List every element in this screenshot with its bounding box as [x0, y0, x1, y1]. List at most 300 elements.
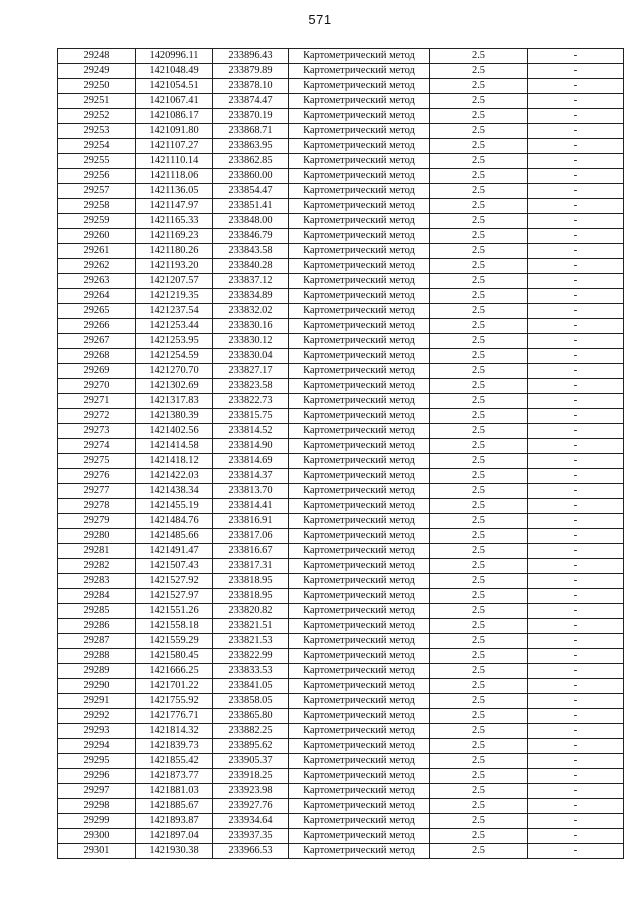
point-number-cell: 29293 — [58, 724, 136, 739]
point-number-cell: 29275 — [58, 454, 136, 469]
accuracy-cell: 2.5 — [430, 454, 528, 469]
point-number-cell: 29256 — [58, 169, 136, 184]
x-coordinate-cell: 1421484.76 — [136, 514, 213, 529]
y-coordinate-cell: 233814.41 — [213, 499, 289, 514]
point-number-cell: 29262 — [58, 259, 136, 274]
description-cell: - — [528, 574, 624, 589]
method-cell: Картометрический метод — [289, 304, 430, 319]
accuracy-cell: 2.5 — [430, 364, 528, 379]
accuracy-cell: 2.5 — [430, 754, 528, 769]
accuracy-cell: 2.5 — [430, 154, 528, 169]
x-coordinate-cell: 1421930.38 — [136, 844, 213, 859]
accuracy-cell: 2.5 — [430, 244, 528, 259]
point-number-cell: 29287 — [58, 634, 136, 649]
accuracy-cell: 2.5 — [430, 649, 528, 664]
method-cell: Картометрический метод — [289, 394, 430, 409]
x-coordinate-cell: 1421054.51 — [136, 79, 213, 94]
description-cell: - — [528, 739, 624, 754]
description-cell: - — [528, 709, 624, 724]
y-coordinate-cell: 233870.19 — [213, 109, 289, 124]
point-number-cell: 29260 — [58, 229, 136, 244]
method-cell: Картометрический метод — [289, 574, 430, 589]
point-number-cell: 29276 — [58, 469, 136, 484]
table-row — [58, 304, 624, 319]
table-row — [58, 199, 624, 214]
x-coordinate-cell: 1421402.56 — [136, 424, 213, 439]
x-coordinate-cell: 1421136.05 — [136, 184, 213, 199]
x-coordinate-cell: 1421270.70 — [136, 364, 213, 379]
accuracy-cell: 2.5 — [430, 814, 528, 829]
point-number-cell: 29292 — [58, 709, 136, 724]
x-coordinate-cell: 1421873.77 — [136, 769, 213, 784]
method-cell: Картометрический метод — [289, 829, 430, 844]
table-row — [58, 94, 624, 109]
description-cell: - — [528, 499, 624, 514]
method-cell: Картометрический метод — [289, 319, 430, 334]
accuracy-cell: 2.5 — [430, 439, 528, 454]
description-cell: - — [528, 694, 624, 709]
method-cell: Картометрический метод — [289, 484, 430, 499]
x-coordinate-cell: 1421169.23 — [136, 229, 213, 244]
table-row — [58, 739, 624, 754]
method-cell: Картометрический метод — [289, 64, 430, 79]
y-coordinate-cell: 233863.95 — [213, 139, 289, 154]
y-coordinate-cell: 233830.16 — [213, 319, 289, 334]
point-number-cell: 29269 — [58, 364, 136, 379]
x-coordinate-cell: 1421776.71 — [136, 709, 213, 724]
point-number-cell: 29266 — [58, 319, 136, 334]
point-number-cell: 29248 — [58, 49, 136, 64]
y-coordinate-cell: 233817.06 — [213, 529, 289, 544]
y-coordinate-cell: 233865.80 — [213, 709, 289, 724]
accuracy-cell: 2.5 — [430, 679, 528, 694]
table-row — [58, 184, 624, 199]
page-number: 571 — [308, 12, 332, 27]
x-coordinate-cell: 1421253.95 — [136, 334, 213, 349]
accuracy-cell: 2.5 — [430, 199, 528, 214]
table-row — [58, 394, 624, 409]
x-coordinate-cell: 1421814.32 — [136, 724, 213, 739]
method-cell: Картометрический метод — [289, 139, 430, 154]
accuracy-cell: 2.5 — [430, 79, 528, 94]
table-row — [58, 529, 624, 544]
coordinates-table-body — [58, 49, 624, 859]
accuracy-cell: 2.5 — [430, 559, 528, 574]
accuracy-cell: 2.5 — [430, 829, 528, 844]
x-coordinate-cell: 1421527.92 — [136, 574, 213, 589]
accuracy-cell: 2.5 — [430, 409, 528, 424]
description-cell: - — [528, 334, 624, 349]
method-cell: Картометрический метод — [289, 214, 430, 229]
method-cell: Картометрический метод — [289, 409, 430, 424]
accuracy-cell: 2.5 — [430, 469, 528, 484]
method-cell: Картометрический метод — [289, 664, 430, 679]
y-coordinate-cell: 233882.25 — [213, 724, 289, 739]
description-cell: - — [528, 364, 624, 379]
table-row — [58, 709, 624, 724]
table-row — [58, 664, 624, 679]
table-row — [58, 784, 624, 799]
table-row — [58, 424, 624, 439]
method-cell: Картометрический метод — [289, 124, 430, 139]
x-coordinate-cell: 1421086.17 — [136, 109, 213, 124]
table-row — [58, 634, 624, 649]
description-cell: - — [528, 244, 624, 259]
y-coordinate-cell: 233860.00 — [213, 169, 289, 184]
point-number-cell: 29268 — [58, 349, 136, 364]
method-cell: Картометрический метод — [289, 334, 430, 349]
method-cell: Картометрический метод — [289, 199, 430, 214]
method-cell: Картометрический метод — [289, 619, 430, 634]
y-coordinate-cell: 233830.04 — [213, 349, 289, 364]
description-cell: - — [528, 259, 624, 274]
x-coordinate-cell: 1421855.42 — [136, 754, 213, 769]
y-coordinate-cell: 233923.98 — [213, 784, 289, 799]
y-coordinate-cell: 233830.12 — [213, 334, 289, 349]
x-coordinate-cell: 1421118.06 — [136, 169, 213, 184]
table-row — [58, 289, 624, 304]
method-cell: Картометрический метод — [289, 589, 430, 604]
accuracy-cell: 2.5 — [430, 94, 528, 109]
x-coordinate-cell: 1420996.11 — [136, 49, 213, 64]
point-number-cell: 29280 — [58, 529, 136, 544]
x-coordinate-cell: 1421885.67 — [136, 799, 213, 814]
point-number-cell: 29253 — [58, 124, 136, 139]
point-number-cell: 29265 — [58, 304, 136, 319]
y-coordinate-cell: 233827.17 — [213, 364, 289, 379]
y-coordinate-cell: 233937.35 — [213, 829, 289, 844]
method-cell: Картометрический метод — [289, 259, 430, 274]
description-cell: - — [528, 469, 624, 484]
table-row — [58, 214, 624, 229]
x-coordinate-cell: 1421558.18 — [136, 619, 213, 634]
description-cell: - — [528, 349, 624, 364]
point-number-cell: 29283 — [58, 574, 136, 589]
point-number-cell: 29257 — [58, 184, 136, 199]
x-coordinate-cell: 1421110.14 — [136, 154, 213, 169]
description-cell: - — [528, 559, 624, 574]
description-cell: - — [528, 844, 624, 859]
table-row — [58, 844, 624, 859]
accuracy-cell: 2.5 — [430, 844, 528, 859]
description-cell: - — [528, 784, 624, 799]
method-cell: Картометрический метод — [289, 154, 430, 169]
description-cell: - — [528, 514, 624, 529]
table-row — [58, 409, 624, 424]
accuracy-cell: 2.5 — [430, 514, 528, 529]
point-number-cell: 29251 — [58, 94, 136, 109]
accuracy-cell: 2.5 — [430, 664, 528, 679]
description-cell: - — [528, 604, 624, 619]
method-cell: Картометрический метод — [289, 349, 430, 364]
y-coordinate-cell: 233896.43 — [213, 49, 289, 64]
table-row — [58, 49, 624, 64]
description-cell: - — [528, 394, 624, 409]
method-cell: Картометрический метод — [289, 754, 430, 769]
point-number-cell: 29254 — [58, 139, 136, 154]
x-coordinate-cell: 1421455.19 — [136, 499, 213, 514]
accuracy-cell: 2.5 — [430, 139, 528, 154]
y-coordinate-cell: 233834.89 — [213, 289, 289, 304]
accuracy-cell: 2.5 — [430, 574, 528, 589]
table-row — [58, 574, 624, 589]
x-coordinate-cell: 1421147.97 — [136, 199, 213, 214]
method-cell: Картометрический метод — [289, 364, 430, 379]
y-coordinate-cell: 233895.62 — [213, 739, 289, 754]
x-coordinate-cell: 1421755.92 — [136, 694, 213, 709]
table-row — [58, 229, 624, 244]
point-number-cell: 29272 — [58, 409, 136, 424]
table-row — [58, 619, 624, 634]
description-cell: - — [528, 139, 624, 154]
accuracy-cell: 2.5 — [430, 619, 528, 634]
table-row — [58, 364, 624, 379]
y-coordinate-cell: 233816.67 — [213, 544, 289, 559]
table-row — [58, 799, 624, 814]
method-cell: Картометрический метод — [289, 424, 430, 439]
x-coordinate-cell: 1421491.47 — [136, 544, 213, 559]
y-coordinate-cell: 233868.71 — [213, 124, 289, 139]
description-cell: - — [528, 169, 624, 184]
y-coordinate-cell: 233822.73 — [213, 394, 289, 409]
point-number-cell: 29294 — [58, 739, 136, 754]
coordinates-table — [57, 48, 624, 859]
description-cell: - — [528, 304, 624, 319]
x-coordinate-cell: 1421897.04 — [136, 829, 213, 844]
accuracy-cell: 2.5 — [430, 529, 528, 544]
y-coordinate-cell: 233840.28 — [213, 259, 289, 274]
point-number-cell: 29261 — [58, 244, 136, 259]
y-coordinate-cell: 233820.82 — [213, 604, 289, 619]
y-coordinate-cell: 233858.05 — [213, 694, 289, 709]
point-number-cell: 29282 — [58, 559, 136, 574]
accuracy-cell: 2.5 — [430, 634, 528, 649]
x-coordinate-cell: 1421527.97 — [136, 589, 213, 604]
y-coordinate-cell: 233837.12 — [213, 274, 289, 289]
accuracy-cell: 2.5 — [430, 769, 528, 784]
x-coordinate-cell: 1421180.26 — [136, 244, 213, 259]
table-row — [58, 754, 624, 769]
method-cell: Картометрический метод — [289, 499, 430, 514]
table-row — [58, 259, 624, 274]
x-coordinate-cell: 1421551.26 — [136, 604, 213, 619]
method-cell: Картометрический метод — [289, 94, 430, 109]
point-number-cell: 29277 — [58, 484, 136, 499]
table-row — [58, 544, 624, 559]
y-coordinate-cell: 233832.02 — [213, 304, 289, 319]
description-cell: - — [528, 664, 624, 679]
point-number-cell: 29270 — [58, 379, 136, 394]
accuracy-cell: 2.5 — [430, 274, 528, 289]
description-cell: - — [528, 109, 624, 124]
table-row — [58, 499, 624, 514]
description-cell: - — [528, 814, 624, 829]
method-cell: Картометрический метод — [289, 844, 430, 859]
table-row — [58, 154, 624, 169]
description-cell: - — [528, 544, 624, 559]
point-number-cell: 29274 — [58, 439, 136, 454]
method-cell: Картометрический метод — [289, 469, 430, 484]
point-number-cell: 29290 — [58, 679, 136, 694]
description-cell: - — [528, 649, 624, 664]
description-cell: - — [528, 589, 624, 604]
y-coordinate-cell: 233814.69 — [213, 454, 289, 469]
description-cell: - — [528, 79, 624, 94]
accuracy-cell: 2.5 — [430, 319, 528, 334]
table-row — [58, 79, 624, 94]
point-number-cell: 29300 — [58, 829, 136, 844]
x-coordinate-cell: 1421193.20 — [136, 259, 213, 274]
method-cell: Картометрический метод — [289, 634, 430, 649]
method-cell: Картометрический метод — [289, 709, 430, 724]
x-coordinate-cell: 1421559.29 — [136, 634, 213, 649]
point-number-cell: 29271 — [58, 394, 136, 409]
method-cell: Картометрический метод — [289, 289, 430, 304]
x-coordinate-cell: 1421666.25 — [136, 664, 213, 679]
y-coordinate-cell: 233843.58 — [213, 244, 289, 259]
x-coordinate-cell: 1421893.87 — [136, 814, 213, 829]
method-cell: Картометрический метод — [289, 724, 430, 739]
point-number-cell: 29298 — [58, 799, 136, 814]
y-coordinate-cell: 233816.91 — [213, 514, 289, 529]
point-number-cell: 29249 — [58, 64, 136, 79]
method-cell: Картометрический метод — [289, 274, 430, 289]
y-coordinate-cell: 233874.47 — [213, 94, 289, 109]
accuracy-cell: 2.5 — [430, 184, 528, 199]
accuracy-cell: 2.5 — [430, 64, 528, 79]
table-row — [58, 769, 624, 784]
description-cell: - — [528, 274, 624, 289]
accuracy-cell: 2.5 — [430, 709, 528, 724]
table-row — [58, 169, 624, 184]
point-number-cell: 29297 — [58, 784, 136, 799]
description-cell: - — [528, 619, 624, 634]
method-cell: Картометрический метод — [289, 229, 430, 244]
method-cell: Картометрический метод — [289, 814, 430, 829]
method-cell: Картометрический метод — [289, 244, 430, 259]
table-row — [58, 334, 624, 349]
x-coordinate-cell: 1421317.83 — [136, 394, 213, 409]
accuracy-cell: 2.5 — [430, 424, 528, 439]
accuracy-cell: 2.5 — [430, 169, 528, 184]
x-coordinate-cell: 1421507.43 — [136, 559, 213, 574]
point-number-cell: 29285 — [58, 604, 136, 619]
x-coordinate-cell: 1421237.54 — [136, 304, 213, 319]
method-cell: Картометрический метод — [289, 769, 430, 784]
accuracy-cell: 2.5 — [430, 349, 528, 364]
table-row — [58, 514, 624, 529]
accuracy-cell: 2.5 — [430, 499, 528, 514]
point-number-cell: 29259 — [58, 214, 136, 229]
accuracy-cell: 2.5 — [430, 694, 528, 709]
point-number-cell: 29255 — [58, 154, 136, 169]
x-coordinate-cell: 1421165.33 — [136, 214, 213, 229]
y-coordinate-cell: 233851.41 — [213, 199, 289, 214]
table-row — [58, 604, 624, 619]
table-row — [58, 109, 624, 124]
y-coordinate-cell: 233879.89 — [213, 64, 289, 79]
point-number-cell: 29258 — [58, 199, 136, 214]
x-coordinate-cell: 1421219.35 — [136, 289, 213, 304]
x-coordinate-cell: 1421253.44 — [136, 319, 213, 334]
point-number-cell: 29267 — [58, 334, 136, 349]
point-number-cell: 29288 — [58, 649, 136, 664]
y-coordinate-cell: 233822.99 — [213, 649, 289, 664]
accuracy-cell: 2.5 — [430, 544, 528, 559]
accuracy-cell: 2.5 — [430, 739, 528, 754]
y-coordinate-cell: 233934.64 — [213, 814, 289, 829]
method-cell: Картометрический метод — [289, 694, 430, 709]
table-row — [58, 829, 624, 844]
table-row — [58, 694, 624, 709]
table-row — [58, 724, 624, 739]
table-row — [58, 589, 624, 604]
accuracy-cell: 2.5 — [430, 484, 528, 499]
table-row — [58, 244, 624, 259]
x-coordinate-cell: 1421580.45 — [136, 649, 213, 664]
description-cell: - — [528, 424, 624, 439]
method-cell: Картометрический метод — [289, 544, 430, 559]
method-cell: Картометрический метод — [289, 79, 430, 94]
accuracy-cell: 2.5 — [430, 289, 528, 304]
y-coordinate-cell: 233814.52 — [213, 424, 289, 439]
description-cell: - — [528, 319, 624, 334]
y-coordinate-cell: 233814.37 — [213, 469, 289, 484]
description-cell: - — [528, 634, 624, 649]
point-number-cell: 29286 — [58, 619, 136, 634]
table-row — [58, 559, 624, 574]
description-cell: - — [528, 529, 624, 544]
method-cell: Картометрический метод — [289, 799, 430, 814]
y-coordinate-cell: 233818.95 — [213, 574, 289, 589]
accuracy-cell: 2.5 — [430, 304, 528, 319]
x-coordinate-cell: 1421414.58 — [136, 439, 213, 454]
table-row — [58, 124, 624, 139]
x-coordinate-cell: 1421485.66 — [136, 529, 213, 544]
accuracy-cell: 2.5 — [430, 229, 528, 244]
point-number-cell: 29301 — [58, 844, 136, 859]
point-number-cell: 29299 — [58, 814, 136, 829]
table-row — [58, 379, 624, 394]
x-coordinate-cell: 1421438.34 — [136, 484, 213, 499]
x-coordinate-cell: 1421254.59 — [136, 349, 213, 364]
description-cell: - — [528, 154, 624, 169]
x-coordinate-cell: 1421302.69 — [136, 379, 213, 394]
x-coordinate-cell: 1421418.12 — [136, 454, 213, 469]
x-coordinate-cell: 1421881.03 — [136, 784, 213, 799]
method-cell: Картометрический метод — [289, 184, 430, 199]
table-row — [58, 274, 624, 289]
method-cell: Картометрический метод — [289, 559, 430, 574]
y-coordinate-cell: 233815.75 — [213, 409, 289, 424]
y-coordinate-cell: 233813.70 — [213, 484, 289, 499]
accuracy-cell: 2.5 — [430, 259, 528, 274]
point-number-cell: 29279 — [58, 514, 136, 529]
y-coordinate-cell: 233966.53 — [213, 844, 289, 859]
point-number-cell: 29296 — [58, 769, 136, 784]
description-cell: - — [528, 754, 624, 769]
x-coordinate-cell: 1421107.27 — [136, 139, 213, 154]
method-cell: Картометрический метод — [289, 739, 430, 754]
description-cell: - — [528, 49, 624, 64]
accuracy-cell: 2.5 — [430, 724, 528, 739]
x-coordinate-cell: 1421422.03 — [136, 469, 213, 484]
y-coordinate-cell: 233841.05 — [213, 679, 289, 694]
method-cell: Картометрический метод — [289, 109, 430, 124]
description-cell: - — [528, 379, 624, 394]
description-cell: - — [528, 679, 624, 694]
y-coordinate-cell: 233862.85 — [213, 154, 289, 169]
